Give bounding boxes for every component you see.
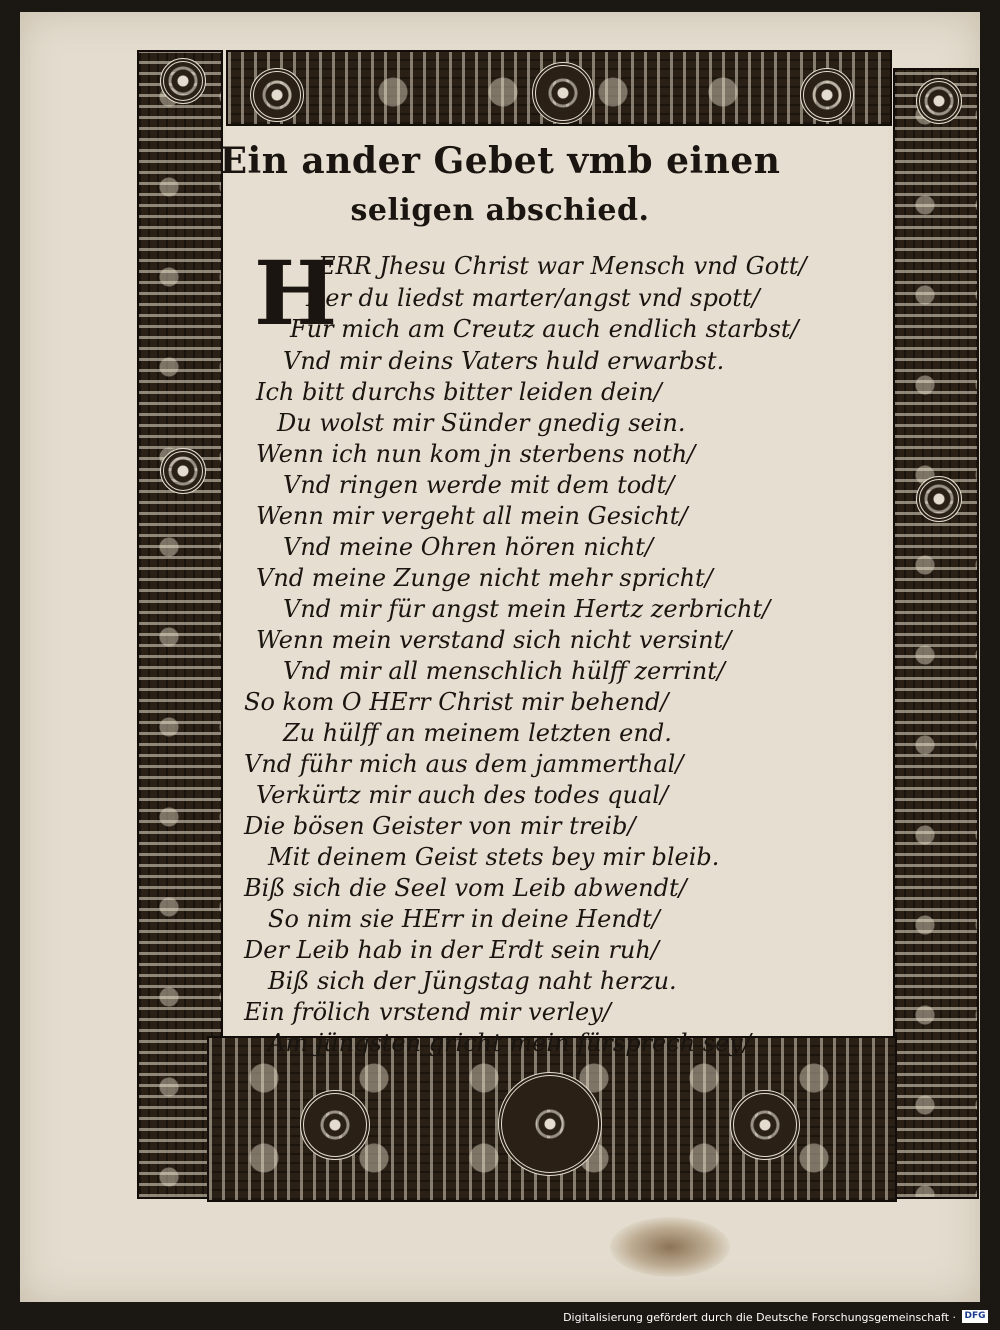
verse-line: Ich bitt durchs bitter leiden dein/ bbox=[256, 378, 662, 406]
border-right-column bbox=[893, 68, 979, 1199]
verse-line: Verkürtz mir auch des todes qual/ bbox=[256, 781, 669, 809]
verse-line: Wenn mir vergeht all mein Gesicht/ bbox=[256, 502, 688, 530]
water-stain bbox=[610, 1217, 730, 1277]
decorated-initial: H bbox=[254, 241, 338, 345]
verse-line: Die bösen Geister von mir treib/ bbox=[244, 812, 636, 840]
verse-line: Zu hülff an meinem letzten end. bbox=[283, 719, 672, 747]
verse-line: Für mich am Creutz auch endlich starbst/ bbox=[290, 315, 799, 343]
verse-line: Vnd mir für angst mein Hertz zerbricht/ bbox=[283, 595, 771, 623]
verse-line: So kom O HErr Christ mir behend/ bbox=[244, 688, 669, 716]
verse-line: Wenn ich nun kom jn sterbens noth/ bbox=[256, 440, 696, 468]
verse-line: Biß sich die Seel vom Leib abwendt/ bbox=[244, 874, 687, 902]
bottom-medallion-center bbox=[498, 1072, 602, 1176]
verse-line: Der Leib hab in der Erdt sein ruh/ bbox=[244, 936, 659, 964]
prayer-title-line-2: seligen abschied. bbox=[350, 193, 650, 228]
right-column-medallion-top bbox=[916, 78, 962, 124]
verse-line: Vnd führ mich aus dem jammerthal/ bbox=[244, 750, 684, 778]
funding-credit: Digitalisierung gefördert durch die Deutsche Forschungsgemeinschaft · bbox=[563, 1311, 956, 1324]
top-rosette-left bbox=[250, 68, 304, 122]
verse-line: Vnd ringen werde mit dem todt/ bbox=[283, 471, 675, 499]
verse-line: Vnd meine Zunge nicht mehr spricht/ bbox=[256, 564, 713, 592]
verse-line: Mit deinem Geist stets bey mir bleib. bbox=[268, 843, 720, 871]
verse-line: Ein frölich vrstend mir verley/ bbox=[244, 998, 611, 1026]
prayer-title-line-1: Ein ander Gebet vmb einen bbox=[219, 140, 781, 182]
verse-line: Am jüngsten gricht mein fürsprech sey/ bbox=[268, 1029, 751, 1057]
left-column-medallion-mid bbox=[160, 448, 206, 494]
left-column-medallion-top bbox=[160, 58, 206, 104]
verse-line: Biß sich der Jüngstag naht herzu. bbox=[268, 967, 677, 995]
verse-line: So nim sie HErr in deine Hendt/ bbox=[268, 905, 660, 933]
bottom-medallion-left bbox=[300, 1090, 370, 1160]
verse-line: ERR Jhesu Christ war Mensch vnd Gott/ bbox=[318, 252, 807, 280]
dfg-logo: DFG bbox=[962, 1310, 988, 1323]
verse-line: Vnd mir all menschlich hülff zerrint/ bbox=[283, 657, 725, 685]
verse-line: Der du liedst marter/angst vnd spott/ bbox=[306, 284, 760, 312]
verse-line: Wenn mein verstand sich nicht versint/ bbox=[256, 626, 732, 654]
top-rosette-center bbox=[532, 62, 594, 124]
top-rosette-right bbox=[800, 68, 854, 122]
right-column-medallion-mid bbox=[916, 476, 962, 522]
verse-line: Vnd meine Ohren hören nicht/ bbox=[283, 533, 654, 561]
bottom-medallion-right bbox=[730, 1090, 800, 1160]
verse-line: Du wolst mir Sünder gnedig sein. bbox=[277, 409, 686, 437]
verse-line: Vnd mir deins Vaters huld erwarbst. bbox=[283, 347, 725, 375]
